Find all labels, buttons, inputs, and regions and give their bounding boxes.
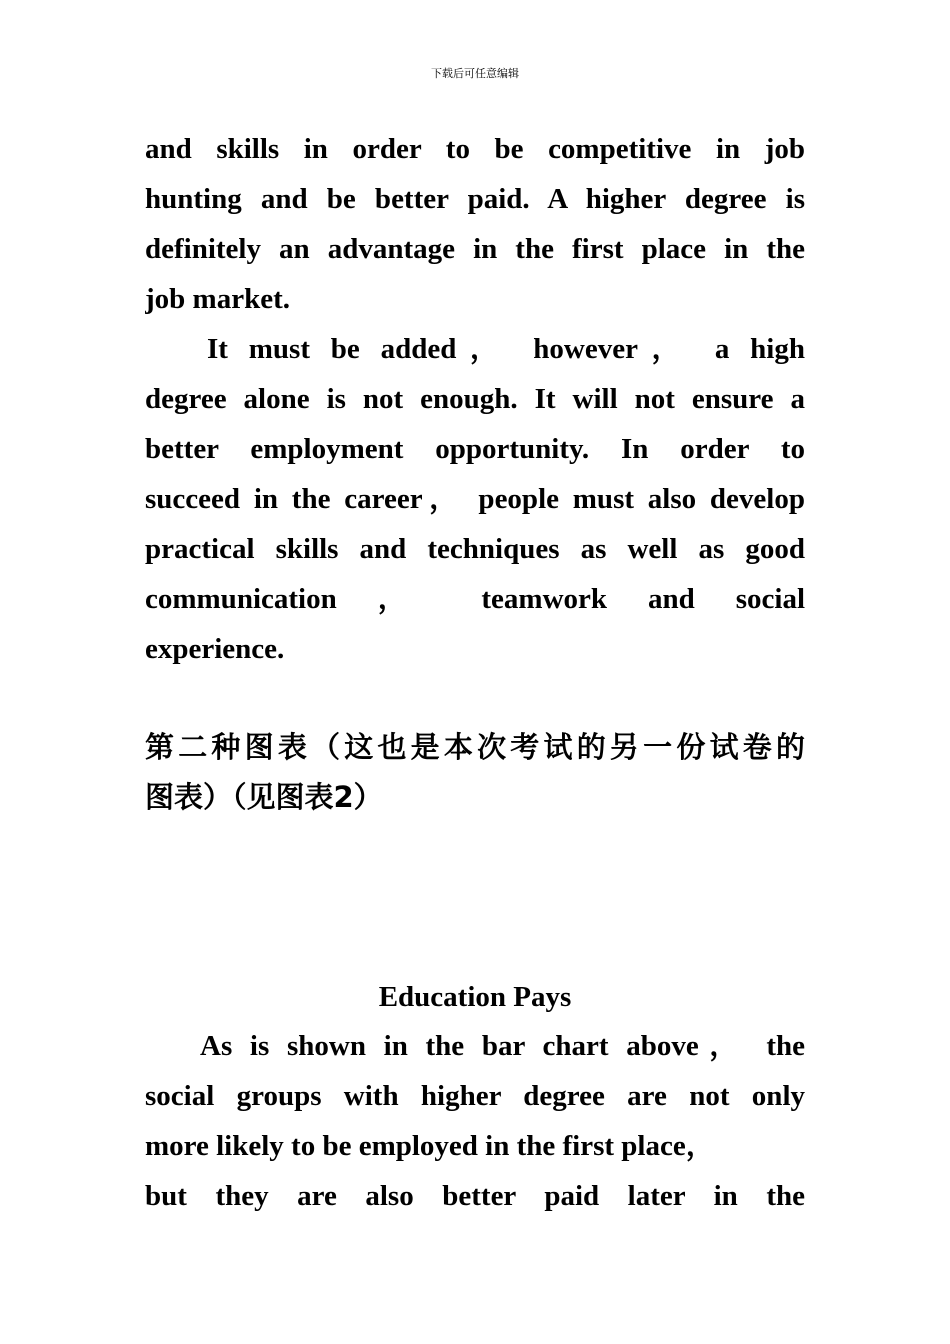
paragraph-line: more likely to be employed in the first place， bbox=[145, 1130, 715, 1162]
paragraph-job-market bbox=[145, 124, 805, 324]
paragraph-skills bbox=[145, 324, 805, 674]
paragraph-line: but they are also better paid later in the bbox=[145, 1180, 805, 1212]
paragraph-line: succeed in the career， people must also develop bbox=[145, 483, 805, 515]
paragraph-line: practical skills and techniques as well as good bbox=[145, 533, 805, 565]
paragraph-line: experience. bbox=[145, 633, 285, 665]
paragraph-line: job market. bbox=[145, 283, 290, 315]
heading-line: 图表）（见图表2） bbox=[145, 780, 383, 814]
paragraph-line: communication ， teamwork and social bbox=[145, 583, 805, 615]
essay-title: Education Pays bbox=[378, 981, 572, 1013]
paragraph-line: As is shown in the bar chart above， the bbox=[200, 1030, 805, 1062]
chinese-heading bbox=[145, 722, 805, 822]
paragraph-line: and skills in order to be competitive in job bbox=[145, 133, 805, 165]
paragraph-line: better employment opportunity. In order to bbox=[145, 433, 805, 465]
paragraph-line: degree alone is not enough. It will not ensure a bbox=[145, 383, 805, 415]
page-header: 下载后可任意编辑 bbox=[431, 67, 519, 80]
paragraph-line: social groups with higher degree are not only bbox=[145, 1080, 805, 1112]
paragraph-line: hunting and be better paid. A higher degree is bbox=[145, 183, 805, 215]
paragraph-line: It must be added， however， a high bbox=[207, 333, 805, 365]
heading-line: 第二种图表（这也是本次考试的另一份试卷的 bbox=[145, 730, 805, 764]
paragraph-line: definitely an advantage in the first place in the bbox=[145, 233, 805, 265]
essay-paragraph bbox=[145, 1021, 805, 1221]
